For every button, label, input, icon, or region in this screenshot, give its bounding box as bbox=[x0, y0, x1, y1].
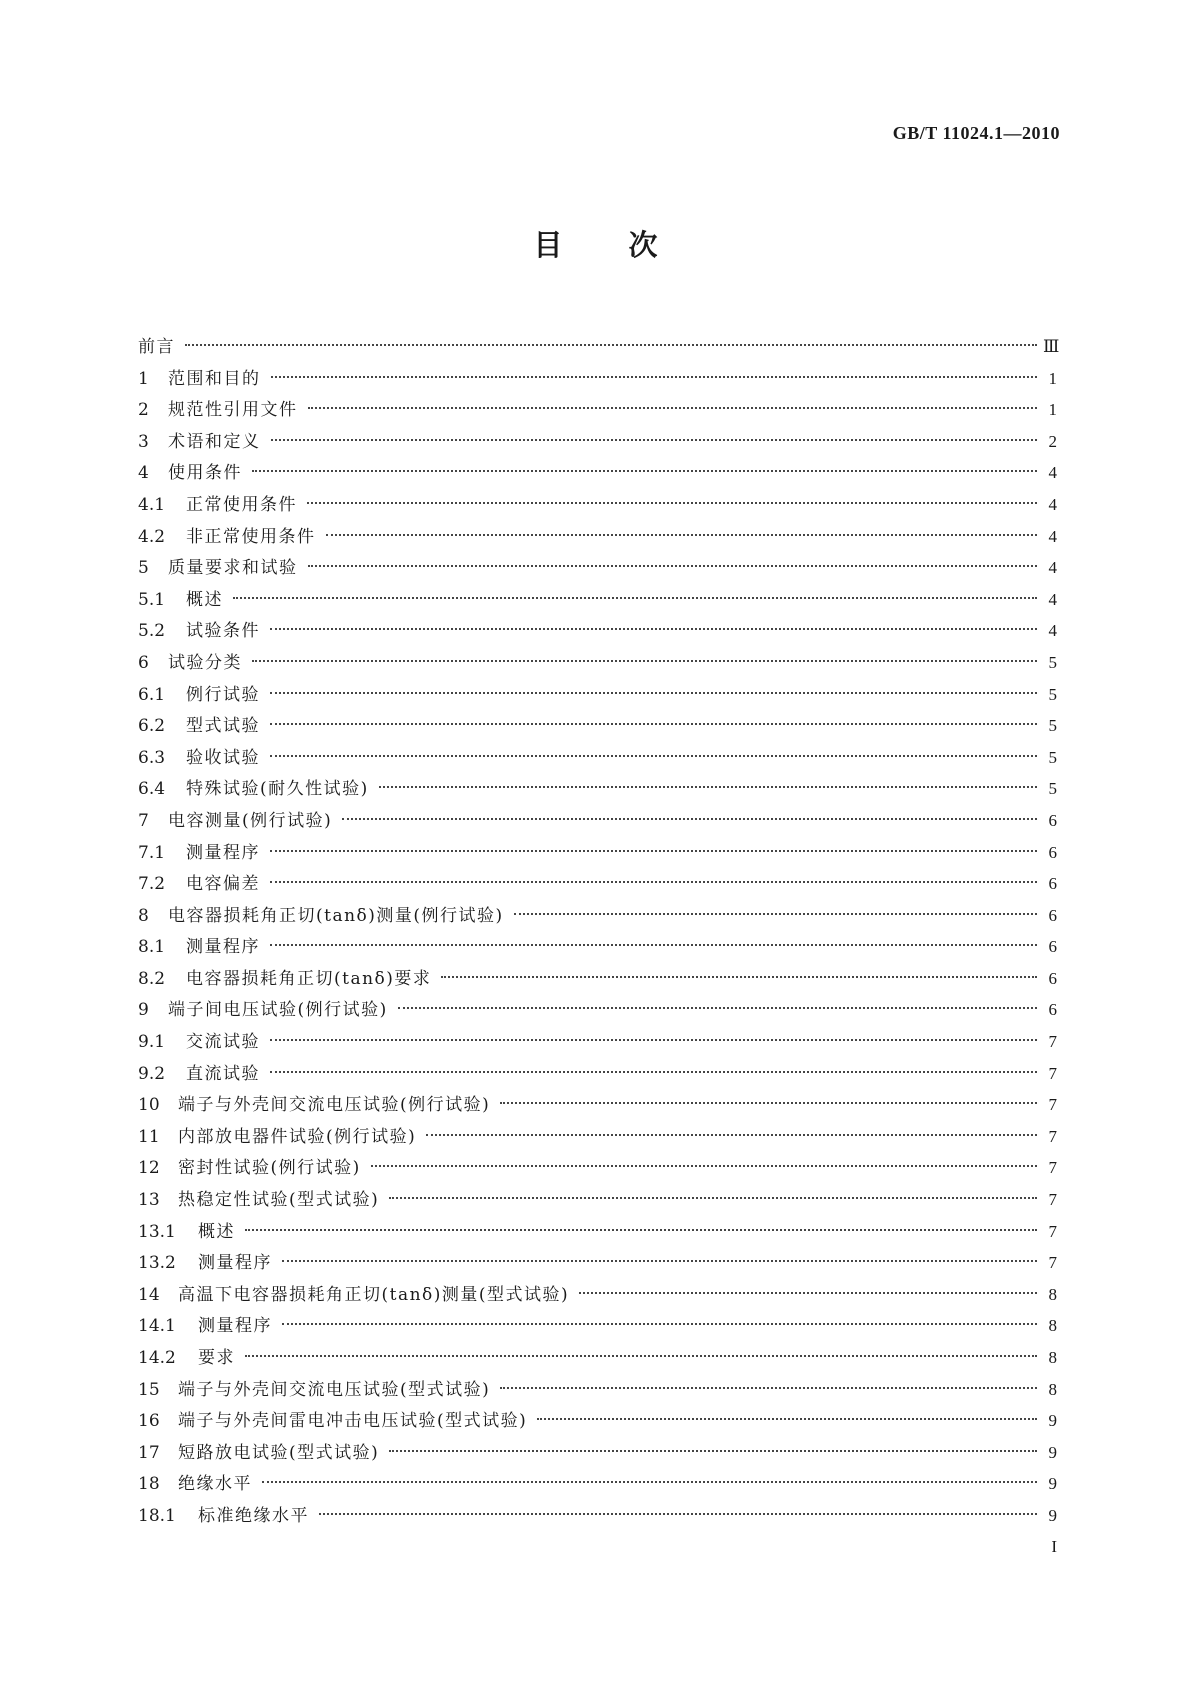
dot-leader bbox=[308, 565, 1038, 567]
toc-entry[interactable] bbox=[138, 1184, 1057, 1216]
toc-entry[interactable] bbox=[138, 647, 1057, 679]
toc-entry-label: 短路放电试验(型式试验) bbox=[178, 1442, 380, 1463]
toc-entry-page: 9 bbox=[1048, 1474, 1057, 1494]
toc-entry-number: 14.1 bbox=[138, 1316, 176, 1337]
dot-leader bbox=[514, 913, 1037, 915]
toc-entry[interactable] bbox=[138, 1152, 1057, 1184]
toc-entry-number: 5.2 bbox=[138, 621, 166, 642]
toc-entry[interactable] bbox=[138, 1121, 1057, 1153]
toc-entry-label: 型式试验 bbox=[186, 716, 260, 737]
toc-entry-number: 6.2 bbox=[138, 716, 166, 737]
toc-entry-page: 7 bbox=[1048, 1158, 1057, 1178]
toc-entry[interactable] bbox=[138, 773, 1057, 805]
toc-entry-label: 内部放电器件试验(例行试验) bbox=[178, 1126, 417, 1147]
dot-leader bbox=[185, 344, 1037, 346]
toc-entry[interactable] bbox=[138, 1500, 1057, 1532]
toc-entry[interactable] bbox=[138, 868, 1057, 900]
toc-entry[interactable] bbox=[138, 805, 1057, 837]
dot-leader bbox=[579, 1292, 1037, 1294]
toc-entry-label: 测量程序 bbox=[186, 842, 260, 863]
toc-entry[interactable] bbox=[138, 994, 1057, 1026]
toc-entry-page: 6 bbox=[1048, 905, 1057, 925]
toc-entry-label: 试验分类 bbox=[168, 652, 242, 673]
toc-entry[interactable] bbox=[138, 1437, 1057, 1469]
toc-entry-page: 7 bbox=[1048, 1095, 1057, 1115]
dot-leader bbox=[426, 1134, 1037, 1136]
toc-entry-number: 9 bbox=[138, 1000, 149, 1021]
toc-entry-page: 4 bbox=[1048, 589, 1057, 609]
toc-entry-label: 直流试验 bbox=[186, 1063, 260, 1084]
toc-entry-label: 电容测量(例行试验) bbox=[168, 810, 333, 831]
toc-entry[interactable] bbox=[138, 1374, 1057, 1406]
toc-entry-number: 8 bbox=[138, 905, 149, 926]
toc-entry-page: 7 bbox=[1048, 1190, 1057, 1210]
toc-entry-number: 11 bbox=[138, 1126, 160, 1147]
toc-entry-page: 9 bbox=[1048, 1505, 1057, 1525]
toc-entry-label: 使用条件 bbox=[168, 463, 242, 484]
toc-entry-label: 测量程序 bbox=[198, 1253, 272, 1274]
toc-entry-page: 7 bbox=[1048, 1032, 1057, 1052]
toc-entry-number: 3 bbox=[138, 431, 149, 452]
dot-leader bbox=[270, 850, 1037, 852]
dot-leader bbox=[500, 1102, 1037, 1104]
toc-entry[interactable] bbox=[138, 331, 1060, 363]
toc-entry-number: 4.2 bbox=[138, 526, 166, 547]
dot-leader bbox=[500, 1387, 1037, 1389]
toc-entry-label: 术语和定义 bbox=[168, 431, 261, 452]
toc-entry-page: 5 bbox=[1048, 779, 1057, 799]
toc-entry[interactable] bbox=[138, 1310, 1057, 1342]
toc-entry-label: 端子与外壳间雷电冲击电压试验(型式试验) bbox=[178, 1411, 528, 1432]
toc-entry-label: 例行试验 bbox=[186, 684, 260, 705]
dot-leader bbox=[389, 1197, 1037, 1199]
dot-leader bbox=[282, 1323, 1037, 1325]
toc-entry-number: 5 bbox=[138, 558, 149, 579]
dot-leader bbox=[537, 1418, 1037, 1420]
dot-leader bbox=[441, 976, 1037, 978]
toc-entry-label: 端子间电压试验(例行试验) bbox=[168, 1000, 388, 1021]
toc-entry-number: 4.1 bbox=[138, 494, 166, 515]
toc-entry-page: 7 bbox=[1048, 1063, 1057, 1083]
toc-entry-label: 概述 bbox=[186, 589, 223, 610]
toc-entry[interactable] bbox=[138, 521, 1057, 553]
toc-entry-label: 规范性引用文件 bbox=[168, 400, 298, 421]
dot-leader bbox=[379, 786, 1037, 788]
toc-entry[interactable] bbox=[138, 1405, 1057, 1437]
toc-entry-number: 18 bbox=[138, 1474, 160, 1495]
dot-leader bbox=[342, 818, 1037, 820]
toc-entry[interactable] bbox=[138, 1468, 1057, 1500]
dot-leader bbox=[270, 692, 1037, 694]
dot-leader bbox=[307, 502, 1037, 504]
toc-entry-label: 端子与外壳间交流电压试验(型式试验) bbox=[178, 1379, 491, 1400]
dot-leader bbox=[389, 1450, 1037, 1452]
dot-leader bbox=[252, 660, 1037, 662]
toc-entry-label: 电容器损耗角正切(tanδ)测量(例行试验) bbox=[168, 905, 504, 926]
toc-entry-page: 1 bbox=[1048, 368, 1057, 388]
toc-entry-page: 5 bbox=[1048, 684, 1057, 704]
toc-entry-number: 13 bbox=[138, 1190, 160, 1211]
toc-entry-label: 标准绝缘水平 bbox=[198, 1505, 309, 1526]
dot-leader bbox=[271, 376, 1038, 378]
toc-entry-page: 1 bbox=[1048, 400, 1057, 420]
dot-leader bbox=[270, 723, 1037, 725]
toc-entry-page: 9 bbox=[1048, 1411, 1057, 1431]
toc-entry-page: 4 bbox=[1048, 463, 1057, 483]
toc-entry[interactable] bbox=[138, 615, 1057, 647]
toc-entry-label: 范围和目的 bbox=[168, 368, 261, 389]
dot-leader bbox=[252, 470, 1037, 472]
toc-entry-page: 8 bbox=[1048, 1316, 1057, 1336]
toc-entry-number: 6.4 bbox=[138, 779, 166, 800]
toc-entry[interactable] bbox=[138, 457, 1057, 489]
toc-entry-number: 17 bbox=[138, 1442, 160, 1463]
toc-entry[interactable] bbox=[138, 679, 1057, 711]
dot-leader bbox=[282, 1260, 1037, 1262]
toc-entry-label: 电容器损耗角正切(tanδ)要求 bbox=[186, 968, 432, 989]
toc-entry-number: 7 bbox=[138, 810, 149, 831]
dot-leader bbox=[262, 1481, 1037, 1483]
toc-entry[interactable] bbox=[138, 963, 1057, 995]
toc-entry-number: 14.2 bbox=[138, 1348, 176, 1368]
toc-entry[interactable] bbox=[138, 742, 1057, 774]
toc-entry-page: 4 bbox=[1048, 621, 1057, 641]
toc-entry-page: 6 bbox=[1048, 810, 1057, 830]
toc-entry-page: 7 bbox=[1048, 1253, 1057, 1273]
toc-entry[interactable] bbox=[138, 1342, 1057, 1374]
toc-entry-number: 2 bbox=[138, 400, 149, 421]
dot-leader bbox=[271, 439, 1038, 441]
toc-entry-number: 6 bbox=[138, 652, 149, 673]
toc-entry-label: 高温下电容器损耗角正切(tanδ)测量(型式试验) bbox=[178, 1284, 570, 1305]
toc-entry-page: 6 bbox=[1048, 968, 1057, 988]
toc-entry-label: 要求 bbox=[198, 1348, 235, 1368]
toc-entry[interactable] bbox=[138, 394, 1057, 426]
page-number: I bbox=[1051, 1537, 1057, 1556]
dot-leader bbox=[398, 1007, 1037, 1009]
toc-entry[interactable] bbox=[138, 1279, 1057, 1311]
toc-entry[interactable] bbox=[138, 1247, 1057, 1279]
toc-entry-number: 9.1 bbox=[138, 1032, 166, 1053]
toc-entry-page: 4 bbox=[1048, 494, 1057, 514]
toc-entry-page: 6 bbox=[1048, 842, 1057, 862]
toc-entry-label: 端子与外壳间交流电压试验(例行试验) bbox=[178, 1095, 491, 1116]
toc-entry-page: 8 bbox=[1048, 1348, 1057, 1367]
toc-entry-page: 4 bbox=[1048, 558, 1057, 578]
toc-entry-label: 质量要求和试验 bbox=[168, 558, 298, 579]
toc-entry-label: 前言 bbox=[138, 337, 175, 357]
toc-entry-number: 8.2 bbox=[138, 968, 166, 989]
toc-entry[interactable] bbox=[138, 552, 1057, 584]
toc-entry-label: 验收试验 bbox=[186, 747, 260, 768]
toc-entry-label: 概述 bbox=[198, 1221, 235, 1242]
toc-entry-number: 8.1 bbox=[138, 937, 166, 958]
toc-entry-number: 15 bbox=[138, 1379, 160, 1400]
toc-entry-page: 5 bbox=[1048, 716, 1057, 736]
toc-entry-page: 6 bbox=[1048, 1000, 1057, 1020]
dot-leader bbox=[270, 1039, 1037, 1041]
toc-entry-number: 13.2 bbox=[138, 1253, 176, 1274]
toc-entry-page: 7 bbox=[1048, 1221, 1057, 1241]
toc-entry[interactable] bbox=[138, 837, 1057, 869]
toc-entry[interactable] bbox=[138, 1089, 1057, 1121]
toc-entry-label: 密封性试验(例行试验) bbox=[178, 1158, 361, 1179]
toc-entry-label: 试验条件 bbox=[186, 621, 260, 642]
toc-entry-page: 5 bbox=[1048, 652, 1057, 672]
toc-entry-label: 测量程序 bbox=[186, 937, 260, 958]
dot-leader bbox=[270, 755, 1037, 757]
dot-leader bbox=[245, 1229, 1037, 1231]
dot-leader bbox=[270, 1071, 1037, 1073]
toc-entry[interactable] bbox=[138, 1026, 1057, 1058]
toc-entry[interactable] bbox=[138, 426, 1057, 458]
toc-entry-number: 7.1 bbox=[138, 842, 166, 863]
toc-entry-label: 电容偏差 bbox=[186, 874, 260, 895]
dot-leader bbox=[245, 1355, 1037, 1357]
dot-leader bbox=[270, 628, 1037, 630]
toc-entry-page: 5 bbox=[1048, 747, 1057, 767]
toc-entry-number: 18.1 bbox=[138, 1505, 176, 1526]
toc-entry-number: 10 bbox=[138, 1095, 160, 1116]
dot-leader bbox=[270, 944, 1037, 946]
toc-entry[interactable] bbox=[138, 363, 1057, 395]
toc-entry-label: 非正常使用条件 bbox=[186, 526, 316, 547]
toc-entry[interactable] bbox=[138, 1058, 1057, 1090]
toc-entry-page: 9 bbox=[1048, 1442, 1057, 1462]
toc-entry-page: 8 bbox=[1048, 1284, 1057, 1304]
toc-entry-number: 12 bbox=[138, 1158, 160, 1179]
toc-entry-page: Ⅲ bbox=[1043, 337, 1060, 356]
toc-entry-label: 测量程序 bbox=[198, 1316, 272, 1337]
toc-entry-number: 5.1 bbox=[138, 589, 166, 610]
toc-entry[interactable] bbox=[138, 710, 1057, 742]
toc-entry-number: 16 bbox=[138, 1411, 160, 1432]
toc-entry-number: 4 bbox=[138, 463, 149, 484]
toc-entry[interactable] bbox=[138, 900, 1057, 932]
toc-entry-page: 2 bbox=[1048, 431, 1057, 451]
toc-entry-label: 正常使用条件 bbox=[186, 494, 297, 515]
toc-entry[interactable] bbox=[138, 1216, 1057, 1248]
standard-code: GB/T 11024.1—2010 bbox=[892, 123, 1060, 143]
toc-entry-number: 9.2 bbox=[138, 1063, 166, 1084]
toc-entry[interactable] bbox=[138, 584, 1057, 616]
toc-entry-page: 6 bbox=[1048, 937, 1057, 957]
toc-entry-label: 特殊试验(耐久性试验) bbox=[186, 779, 369, 800]
toc-entry-label: 交流试验 bbox=[186, 1032, 260, 1053]
table-of-contents bbox=[138, 331, 1060, 1532]
dot-leader bbox=[371, 1165, 1037, 1167]
toc-entry[interactable] bbox=[138, 931, 1057, 963]
dot-leader bbox=[270, 881, 1037, 883]
toc-entry-page: 7 bbox=[1048, 1126, 1057, 1146]
toc-entry-number: 6.3 bbox=[138, 747, 166, 768]
dot-leader bbox=[233, 597, 1037, 599]
page-title: 目 次 bbox=[533, 228, 658, 262]
toc-entry-number: 6.1 bbox=[138, 684, 166, 705]
dot-leader bbox=[308, 407, 1038, 409]
toc-entry-page: 8 bbox=[1048, 1379, 1057, 1399]
toc-entry-label: 绝缘水平 bbox=[178, 1474, 252, 1495]
toc-entry-number: 14 bbox=[138, 1284, 160, 1305]
toc-entry-label: 热稳定性试验(型式试验) bbox=[178, 1190, 380, 1211]
toc-entry-page: 4 bbox=[1048, 526, 1057, 546]
toc-entry-number: 1 bbox=[138, 368, 149, 389]
dot-leader bbox=[319, 1513, 1037, 1515]
toc-entry-number: 7.2 bbox=[138, 874, 166, 895]
toc-entry-number: 13.1 bbox=[138, 1221, 176, 1242]
toc-entry-page: 6 bbox=[1048, 874, 1057, 894]
toc-entry[interactable] bbox=[138, 489, 1057, 521]
dot-leader bbox=[326, 534, 1038, 536]
